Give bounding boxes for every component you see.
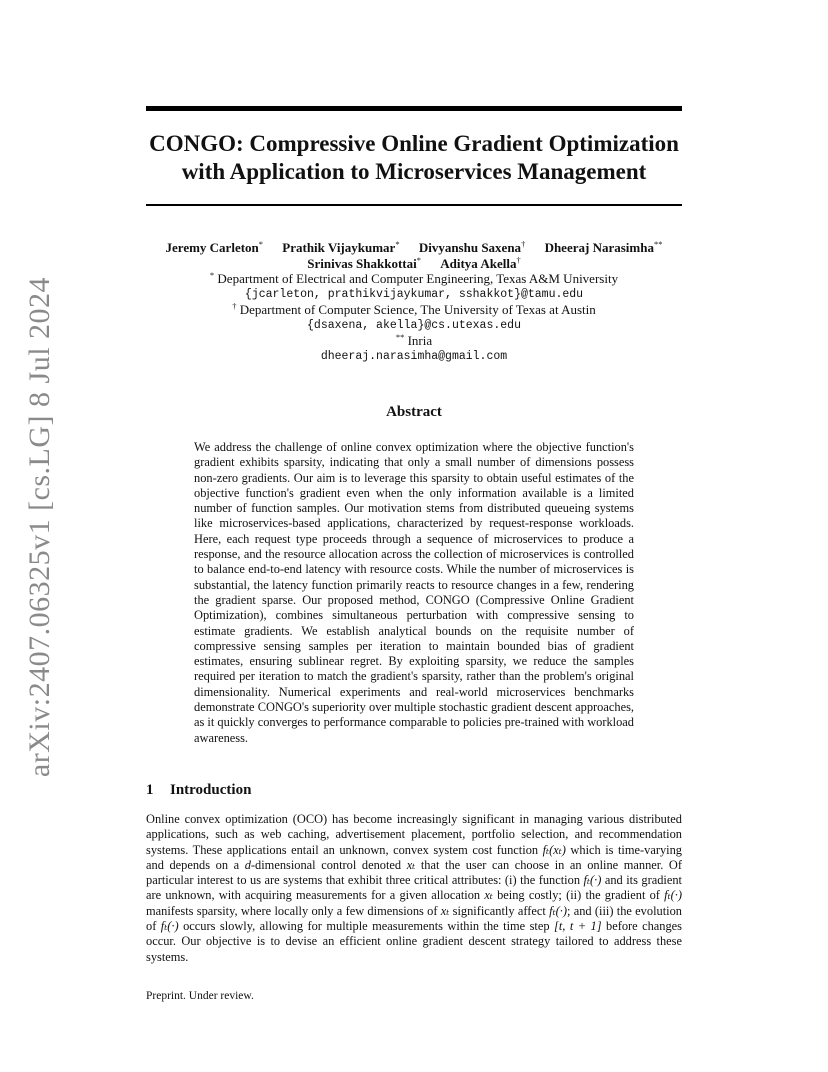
affiliation-mark: † bbox=[232, 301, 237, 311]
section-heading bbox=[146, 782, 251, 799]
author-name: Jeremy Carleton bbox=[165, 240, 259, 255]
author-mark: * bbox=[416, 254, 421, 265]
math-symbol: fₜ(·) bbox=[160, 919, 179, 934]
author-name: Divyanshu Saxena bbox=[418, 240, 522, 255]
affiliation-email: {jcarleton, prathikvijaykumar, sshakkot}@tamu.edu bbox=[244, 287, 584, 301]
affiliation-name: Inria bbox=[407, 333, 433, 348]
arxiv-identifier bbox=[12, 276, 68, 778]
paper-title bbox=[146, 130, 682, 186]
math-symbol: d bbox=[244, 857, 251, 872]
author-row bbox=[146, 256, 682, 272]
section-title: Introduction bbox=[170, 782, 252, 798]
title-line: CONGO: Compressive Online Gradient Optimization bbox=[149, 131, 679, 156]
author-name: Aditya Akella bbox=[440, 255, 517, 271]
affiliation-name: Department of Electrical and Computer Engineering, Texas A&M University bbox=[217, 271, 619, 286]
math-symbol: fₜ(·) bbox=[583, 873, 602, 888]
author-mark: * bbox=[395, 239, 400, 249]
intro-text: manifests sparsity, where locally only a few dimensions of bbox=[146, 903, 441, 918]
footer-note: Preprint. Under review. bbox=[146, 990, 254, 1002]
author-mark: * bbox=[258, 239, 264, 249]
math-symbol: fₜ(·) bbox=[549, 903, 567, 918]
intro-text: before changes occur. Our objective is to devise an efficient online gradient descent strategy tailored to address these systems. bbox=[146, 919, 682, 964]
math-symbol: fₜ(xₜ) bbox=[542, 842, 566, 857]
affiliation bbox=[146, 271, 682, 287]
math-symbol: xₜ bbox=[440, 903, 450, 918]
author-mark: † bbox=[516, 254, 521, 265]
affiliation-mark: ** bbox=[395, 332, 405, 342]
affiliation-name: Department of Computer Science, The University of Texas at Austin bbox=[239, 302, 596, 317]
author-row bbox=[146, 240, 682, 256]
intro-text: Online convex optimization (OCO) has become increasingly significant in managing various distributed applications, such as web caching, advertisement placement, portfolio selection, and recommendation systems. These applications entail an unknown, convex system cost function bbox=[146, 812, 682, 857]
author-name: Srinivas Shakkottai bbox=[307, 255, 417, 271]
author-name: Prathik Vijaykumar bbox=[282, 240, 396, 255]
intro-paragraph bbox=[146, 812, 682, 965]
title-line: with Application to Microservices Management bbox=[181, 159, 647, 184]
title-bottom-rule bbox=[146, 204, 682, 206]
intro-text: and its gradient are unknown, with acquiring measurements for a given allocation bbox=[146, 873, 682, 903]
abstract-heading: Abstract bbox=[386, 404, 442, 420]
intro-text: which is time-varying and depends on a bbox=[146, 842, 682, 872]
intro-text: being costly; (ii) the gradient of bbox=[492, 888, 665, 903]
author-mark: ** bbox=[653, 239, 663, 249]
intro-text: significantly affect bbox=[449, 903, 550, 918]
intro-text: -dimensional control denoted bbox=[250, 857, 407, 872]
affiliation-email: {dsaxena, akella}@cs.utexas.edu bbox=[307, 318, 521, 332]
author-block bbox=[146, 240, 682, 364]
math-symbol: xₜ bbox=[406, 857, 416, 872]
section-number: 1 bbox=[146, 782, 154, 798]
abstract-text: We address the challenge of online convex optimization where the objective function's gradient exhibits sparsity, indicating that only a small number of dimensions possess non-zero gradients. Our aim is to leverage this sparsity to obtain useful estimates of the objective function's gradient even when the only information available is a limited number of function samples. Our motivation stems from distributed queueing systems like microservices-based applications, characterized by request-response workloads. Here, each request type proceeds through a sequence of microservices to produce a response, and the resource allocation across the collection of microservices is controlled to balance end-to-end latency with resource costs. While the number of microservices is substantial, the latency function primarily reacts to resource changes in a few, rendering the gradient sparse. Our proposed method, CONGO (Compressive Online Gradient Optimization), combines simultaneous perturbation with compressive sensing to estimate gradients. We establish analytical bounds on the requisite number of compressive sensing samples per iteration to maintain bounded bias of gradient estimates, ensuring sublinear regret. By exploiting sparsity, we reduce the samples required per iteration to match the gradient's sparsity, rather than the problem's original dimensionality. Numerical experiments and real-world microservices benchmarks demonstrate CONGO's superiority over multiple stochastic gradient descent approaches, as it quickly converges to performance comparable to policies pre-trained with workload awareness. bbox=[194, 440, 634, 745]
affiliation-mark: * bbox=[209, 270, 215, 280]
author-name: Dheeraj Narasimha bbox=[544, 240, 654, 255]
intro-text: ; and (iii) the evolution of bbox=[146, 903, 682, 934]
affiliation-email: dheeraj.narasimha@gmail.com bbox=[320, 349, 508, 363]
arxiv-identifier-text: arXiv:2407.06325v1 [cs.LG] 8 Jul 2024 bbox=[23, 276, 56, 778]
intro-text: occurs slowly, allowing for multiple measurements within the time step bbox=[178, 919, 555, 934]
author-mark: † bbox=[521, 239, 526, 249]
title-top-rule bbox=[146, 106, 682, 111]
affiliation bbox=[146, 302, 682, 318]
math-symbol: fₜ(·) bbox=[664, 888, 682, 903]
intro-text: that the user can choose in an online manner. Of particular interest to us are systems that exhibit three critical attributes: (i) the function bbox=[146, 857, 682, 888]
math-symbol: xₜ bbox=[484, 888, 493, 903]
math-symbol: [t, t + 1] bbox=[554, 919, 602, 934]
affiliation bbox=[146, 333, 682, 349]
